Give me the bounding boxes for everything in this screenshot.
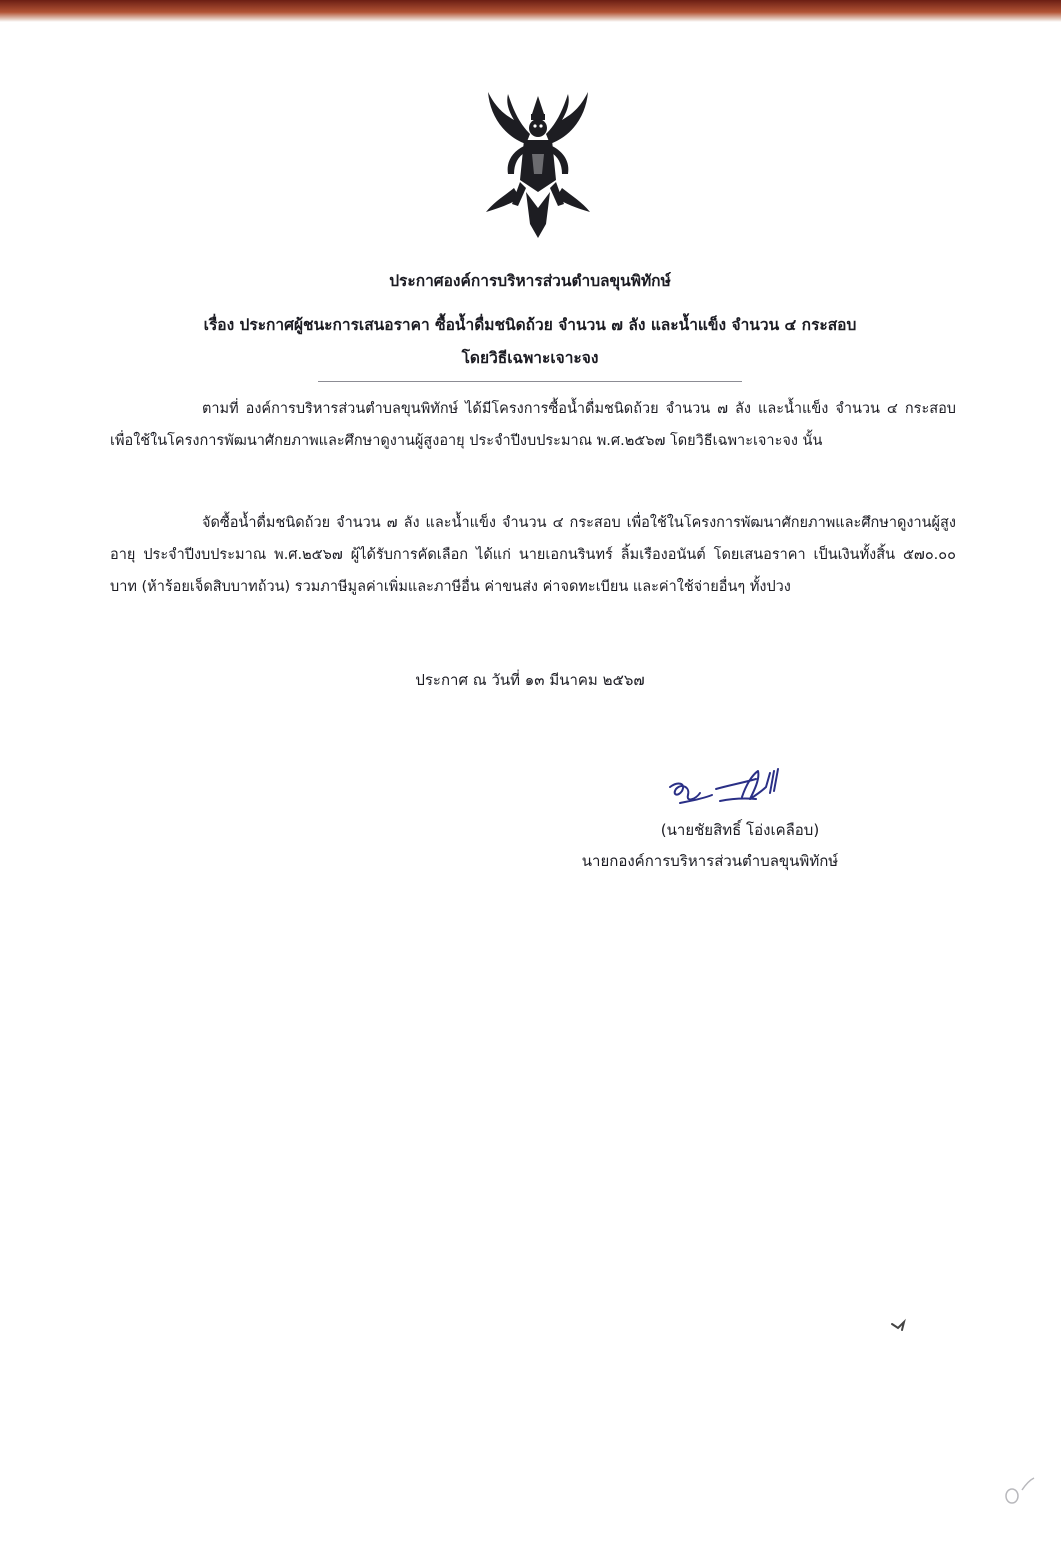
signature-icon — [660, 765, 800, 815]
announcement-subject: เรื่อง ประกาศผู้ชนะการเสนอราคา ซื้อน้ำดื่มชนิดถ้วย จำนวน ๗ ลัง และน้ำแข็ง จำนวน ๔ กระสอบ — [203, 316, 857, 334]
top-edge-shadow — [0, 0, 1061, 22]
announcement-title: ประกาศองค์การบริหารส่วนตำบลขุนพิทักษ์ — [389, 272, 671, 290]
body-paragraph-2: จัดซื้อน้ำดื่มชนิดถ้วย จำนวน ๗ ลัง และน้ำแข็ง จำนวน ๔ กระสอบ เพื่อใช้ในโครงการพัฒนาศักยภาพและศึกษาดูงานผู้สูงอายุ ประจำปีงบประมาณ พ.ศ.๒๕๖๗ ผู้ได้รับการคัดเลือก ได้แก่ นายเอกนรินทร์ ลิ้มเรืองอนันต์ โดยเสนอราคา เป็นเงินทั้งสิ้น ๕๗๐.๐๐ บาท (ห้าร้อยเจ็ดสิบบาทถ้วน) รวมภาษีมูลค่าเพิ่มและภาษีอื่น ค่าขนส่ง ค่าจดทะเบียน และค่าใช้จ่ายอื่นๆ ทั้งปวง — [110, 515, 956, 595]
garuda-emblem-icon — [474, 84, 602, 244]
body-paragraph-1: ตามที่ องค์การบริหารส่วนตำบลขุนพิทักษ์ ได้มีโครงการซื้อน้ำดื่มชนิดถ้วย จำนวน ๗ ลัง และน้ำแข็ง จำนวน ๔ กระสอบ เพื่อใช้ในโครงการพัฒนาศักยภาพและศึกษาดูงานผู้สูงอายุ ประจำปีงบประมาณ พ.ศ.๒๕๖๗ โดยวิธีเฉพาะเจาะจง นั้น — [110, 401, 956, 449]
announcement-date: ประกาศ ณ วันที่ ๑๓ มีนาคม ๒๕๖๗ — [415, 671, 645, 689]
title-divider — [318, 381, 742, 382]
signer-name: (นายชัยสิทธิ์ โอ่งเคลือบ) — [660, 821, 820, 839]
signer-title: นายกองค์การบริหารส่วนตำบลขุนพิทักษ์ — [581, 852, 839, 870]
page-number-mark-icon — [998, 1470, 1038, 1510]
ink-speck-icon — [888, 1318, 912, 1334]
procurement-method: โดยวิธีเฉพาะเจาะจง — [461, 349, 599, 367]
